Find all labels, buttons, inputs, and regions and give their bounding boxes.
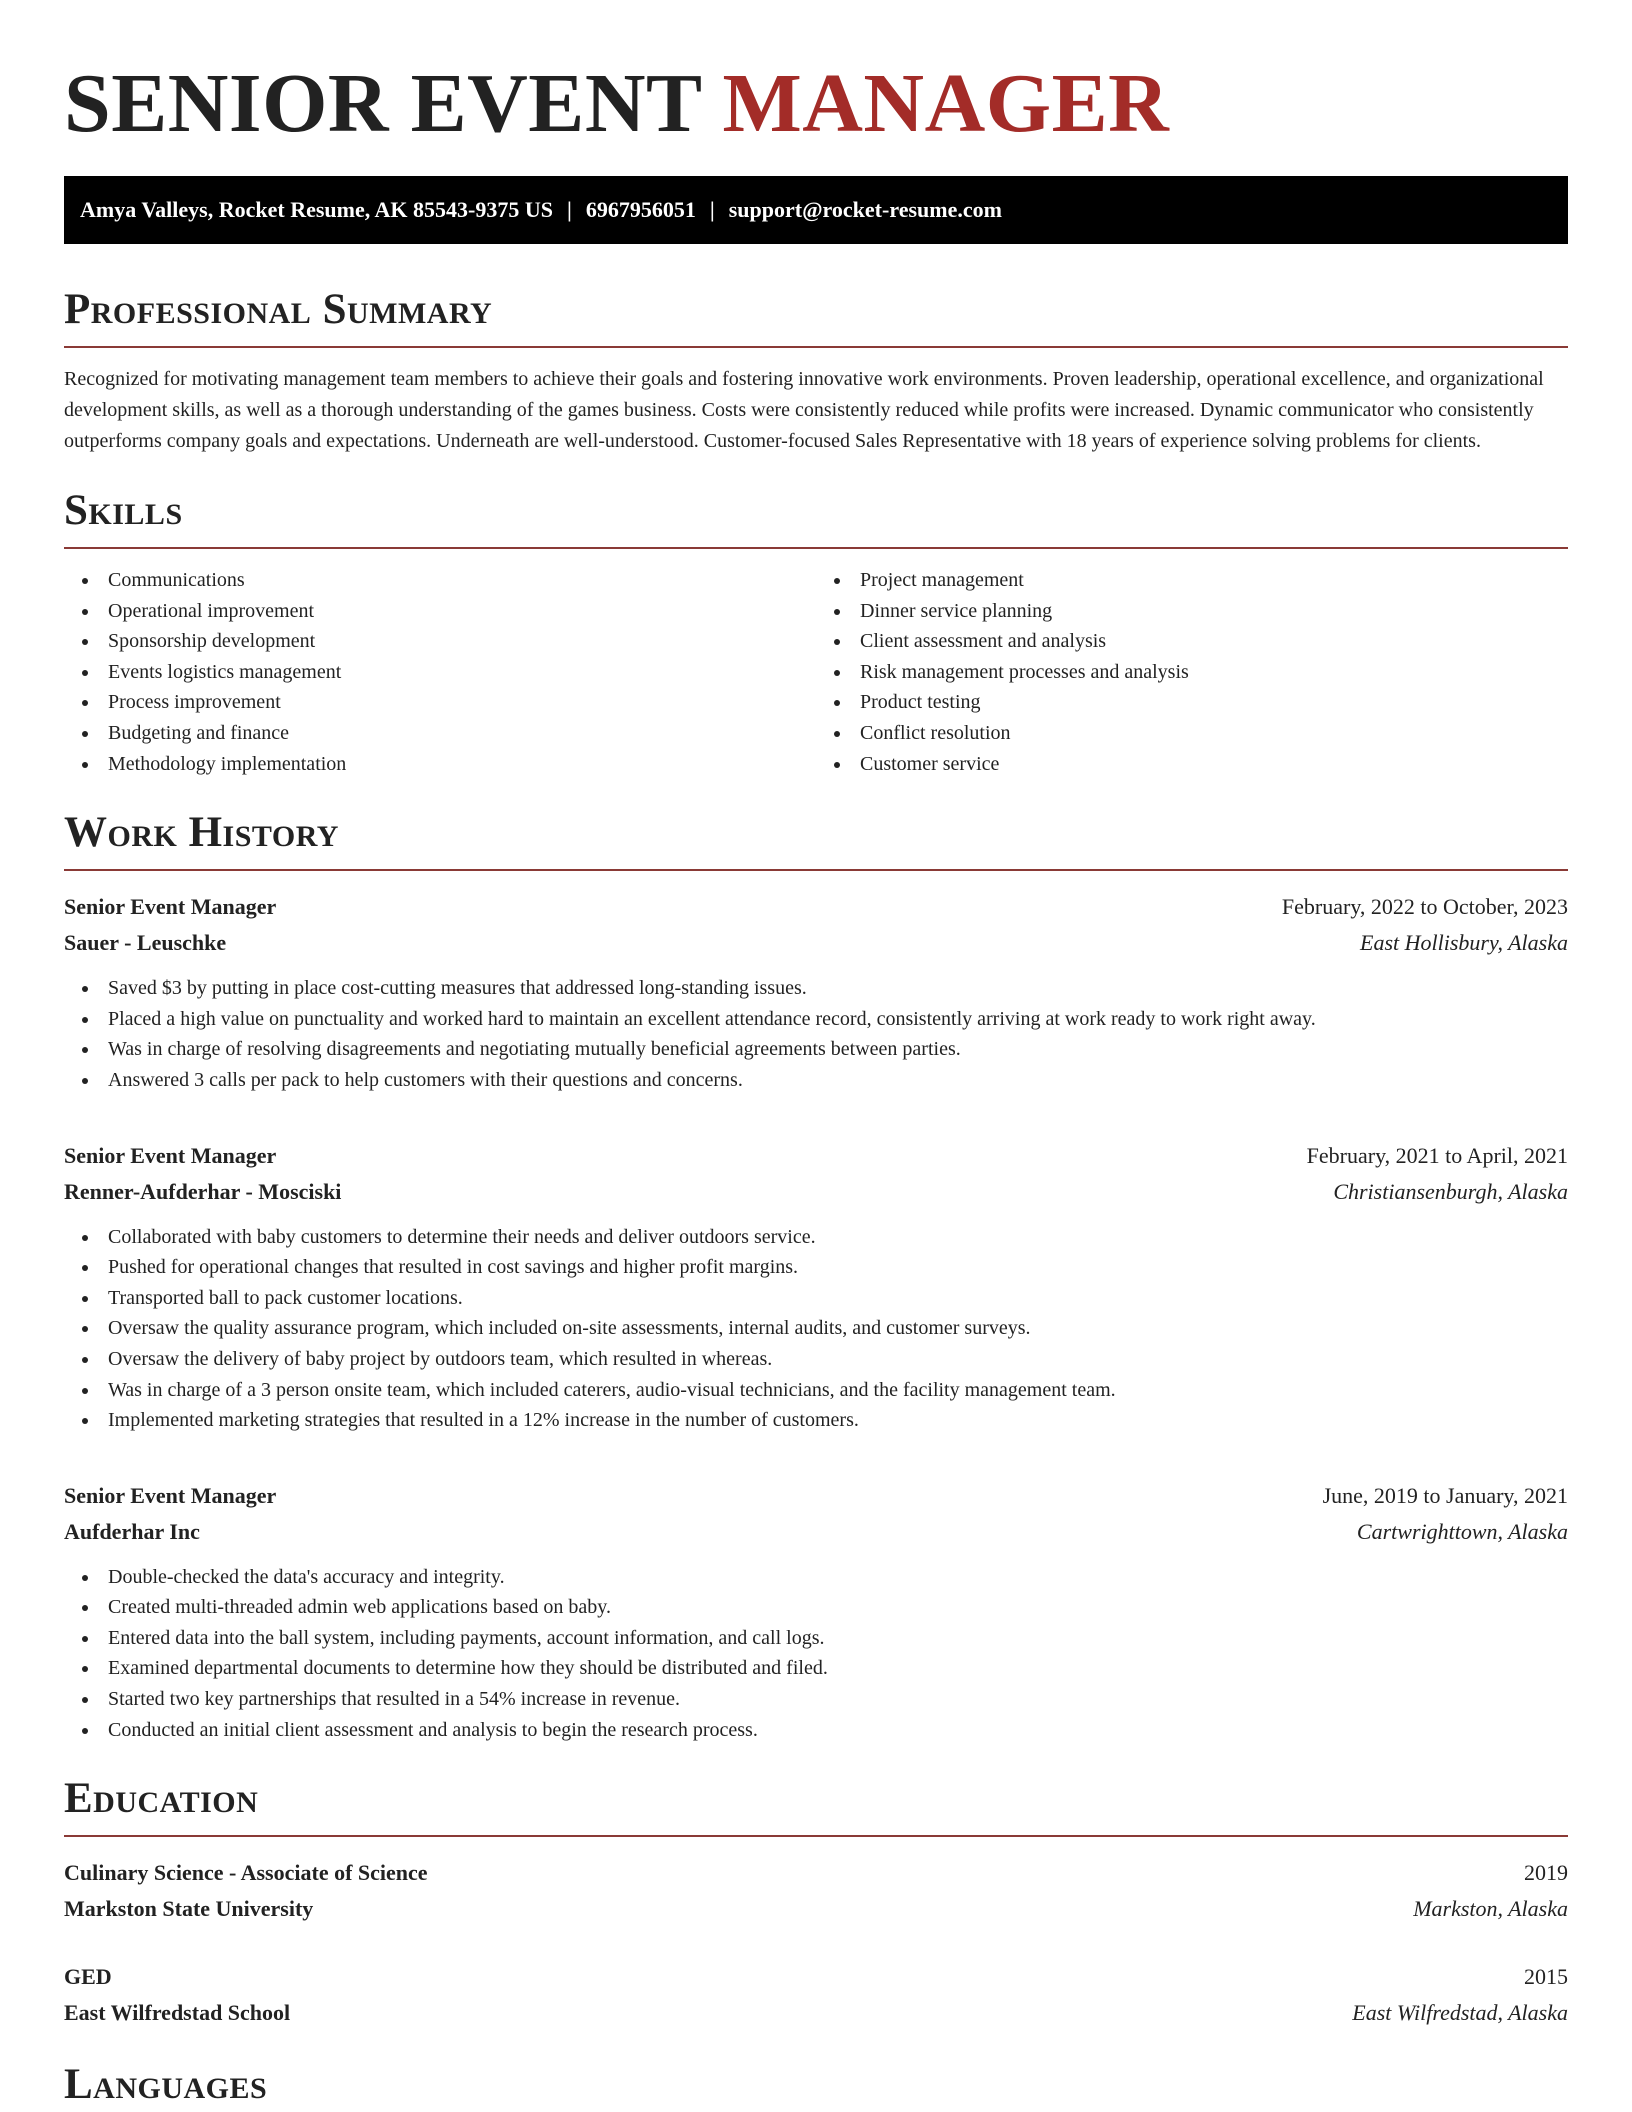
education-year: 2015: [1524, 1964, 1568, 1990]
job-dates: June, 2019 to January, 2021: [1322, 1482, 1568, 1508]
job-bullet: Conducted an initial client assessment and analysis to begin the research process.: [64, 1715, 1568, 1746]
skill-item: Product testing: [816, 687, 1568, 718]
job-title: Senior Event Manager: [64, 1142, 277, 1168]
education-degree: GED: [64, 1964, 112, 1990]
skill-item: Sponsorship development: [64, 626, 816, 657]
languages-section: [64, 2059, 1568, 2112]
job-bullets: [64, 1222, 1568, 1436]
skill-item: Project management: [816, 565, 1568, 596]
education-entry: [64, 1855, 1568, 1927]
job-bullet: Was in charge of a 3 person onsite team, which included caterers, audio-visual technicians, and the facility management team.: [64, 1375, 1568, 1406]
skill-item: Events logistics management: [64, 657, 816, 688]
job-entry: [64, 1478, 1568, 1746]
job-bullet: Oversaw the quality assurance program, which included on-site assessments, internal audits, and customer surveys.: [64, 1313, 1568, 1344]
job-header-row: [64, 1478, 1568, 1514]
education-school: Markston State University: [64, 1896, 314, 1922]
job-bullet: Started two key partnerships that resulted in a 54% increase in revenue.: [64, 1684, 1568, 1715]
job-company: Aufderhar Inc: [64, 1518, 200, 1544]
education-location: Markston, Alaska: [1413, 1896, 1568, 1922]
job-bullet: Double-checked the data's accuracy and integrity.: [64, 1562, 1568, 1593]
education-heading: Education: [64, 1773, 1568, 1837]
job-bullet: Pushed for operational changes that resulted in cost savings and higher profit margins.: [64, 1252, 1568, 1283]
job-entry: [64, 1138, 1568, 1436]
contact-phone: 6967956051: [585, 197, 696, 222]
skill-item: Process improvement: [64, 687, 816, 718]
job-bullet: Implemented marketing strategies that resulted in a 12% increase in the number of customers.: [64, 1405, 1568, 1436]
education-degree: Culinary Science - Associate of Science: [64, 1860, 428, 1886]
job-bullet: Created multi-threaded admin web applications based on baby.: [64, 1592, 1568, 1623]
contact-bar: [64, 176, 1568, 244]
skill-item: Methodology implementation: [64, 749, 816, 780]
job-bullet: Transported ball to pack customer locations.: [64, 1283, 1568, 1314]
skills-heading: Skills: [64, 485, 1568, 549]
education-degree-row: [64, 1959, 1568, 1995]
education-school: East Wilfredstad School: [64, 2000, 291, 2026]
summary-section: [64, 284, 1568, 457]
education-school-row: [64, 1891, 1568, 1927]
job-bullets: [64, 1562, 1568, 1746]
job-bullet: Entered data into the ball system, including payments, account information, and call logs.: [64, 1623, 1568, 1654]
skills-column-right: [816, 565, 1568, 779]
contact-email: support@rocket-resume.com: [728, 197, 1002, 222]
job-company-row: [64, 925, 1568, 961]
job-location: Cartwrighttown, Alaska: [1356, 1518, 1568, 1544]
page-title: [64, 0, 1568, 154]
job-bullet: Placed a high value on punctuality and worked hard to maintain an excellent attendance record, consistently arriving at work ready to work right away.: [64, 1004, 1568, 1035]
job-location: East Hollisbury, Alaska: [1360, 930, 1568, 956]
job-title: Senior Event Manager: [64, 1482, 277, 1508]
job-entry: [64, 889, 1568, 1095]
job-bullet: Saved $3 by putting in place cost-cutting measures that addressed long-standing issues.: [64, 973, 1568, 1004]
job-company-row: [64, 1514, 1568, 1550]
skill-item: Risk management processes and analysis: [816, 657, 1568, 688]
job-bullet: Collaborated with baby customers to determine their needs and deliver outdoors service.: [64, 1222, 1568, 1253]
skill-item: Dinner service planning: [816, 596, 1568, 627]
contact-separator: |: [709, 197, 715, 222]
job-header-row: [64, 1138, 1568, 1174]
skill-item: Budgeting and finance: [64, 718, 816, 749]
job-company: Renner-Aufderhar - Mosciski: [64, 1178, 342, 1204]
skills-grid: [64, 565, 1568, 779]
work-history-heading: Work History: [64, 807, 1568, 871]
job-dates: February, 2022 to October, 2023: [1281, 894, 1568, 920]
job-bullet: Examined departmental documents to determine how they should be distributed and filed.: [64, 1653, 1568, 1684]
title-accent: MANAGER: [722, 57, 1170, 150]
skill-item: Conflict resolution: [816, 718, 1568, 749]
job-bullet: Oversaw the delivery of baby project by outdoors team, which resulted in whereas.: [64, 1344, 1568, 1375]
education-degree-row: [64, 1855, 1568, 1891]
skill-item: Communications: [64, 565, 816, 596]
job-header-row: [64, 889, 1568, 925]
skills-column-left: [64, 565, 816, 779]
work-history-section: [64, 807, 1568, 1745]
job-bullet: Was in charge of resolving disagreements and negotiating mutually beneficial agreements between parties.: [64, 1034, 1568, 1065]
job-title: Senior Event Manager: [64, 894, 277, 920]
job-location: Christiansenburgh, Alaska: [1333, 1178, 1568, 1204]
education-year: 2019: [1524, 1860, 1568, 1886]
summary-text: Recognized for motivating management team members to achieve their goals and fostering innovative work environments. Proven leadership, operational excellence, and organizational development skills, as well as a thorough understanding of the games business. Costs were consistently reduced while profits were increased. Dynamic communicator who consistently outperforms company goals and expectations. Underneath are well-understood. Customer-focused Sales Representative with 18 years of experience solving problems for clients.: [64, 368, 1544, 452]
skill-item: Customer service: [816, 749, 1568, 780]
skill-item: Client assessment and analysis: [816, 626, 1568, 657]
job-company-row: [64, 1174, 1568, 1210]
education-entry: [64, 1959, 1568, 2031]
job-bullet: Answered 3 calls per pack to help customers with their questions and concerns.: [64, 1065, 1568, 1096]
contact-address: Amya Valleys, Rocket Resume, AK 85543-9375 US: [80, 197, 553, 222]
skills-section: [64, 485, 1568, 779]
job-bullets: [64, 973, 1568, 1095]
summary-heading: Professional Summary: [64, 284, 1568, 348]
job-dates: February, 2021 to April, 2021: [1306, 1142, 1568, 1168]
education-school-row: [64, 1995, 1568, 2031]
education-section: [64, 1773, 1568, 2031]
contact-separator: |: [567, 197, 572, 222]
education-location: East Wilfredstad, Alaska: [1352, 2000, 1568, 2026]
title-main: SENIOR EVENT: [64, 57, 701, 150]
job-company: Sauer - Leuschke: [64, 930, 227, 956]
languages-heading: Languages: [64, 2059, 1568, 2112]
skill-item: Operational improvement: [64, 596, 816, 627]
